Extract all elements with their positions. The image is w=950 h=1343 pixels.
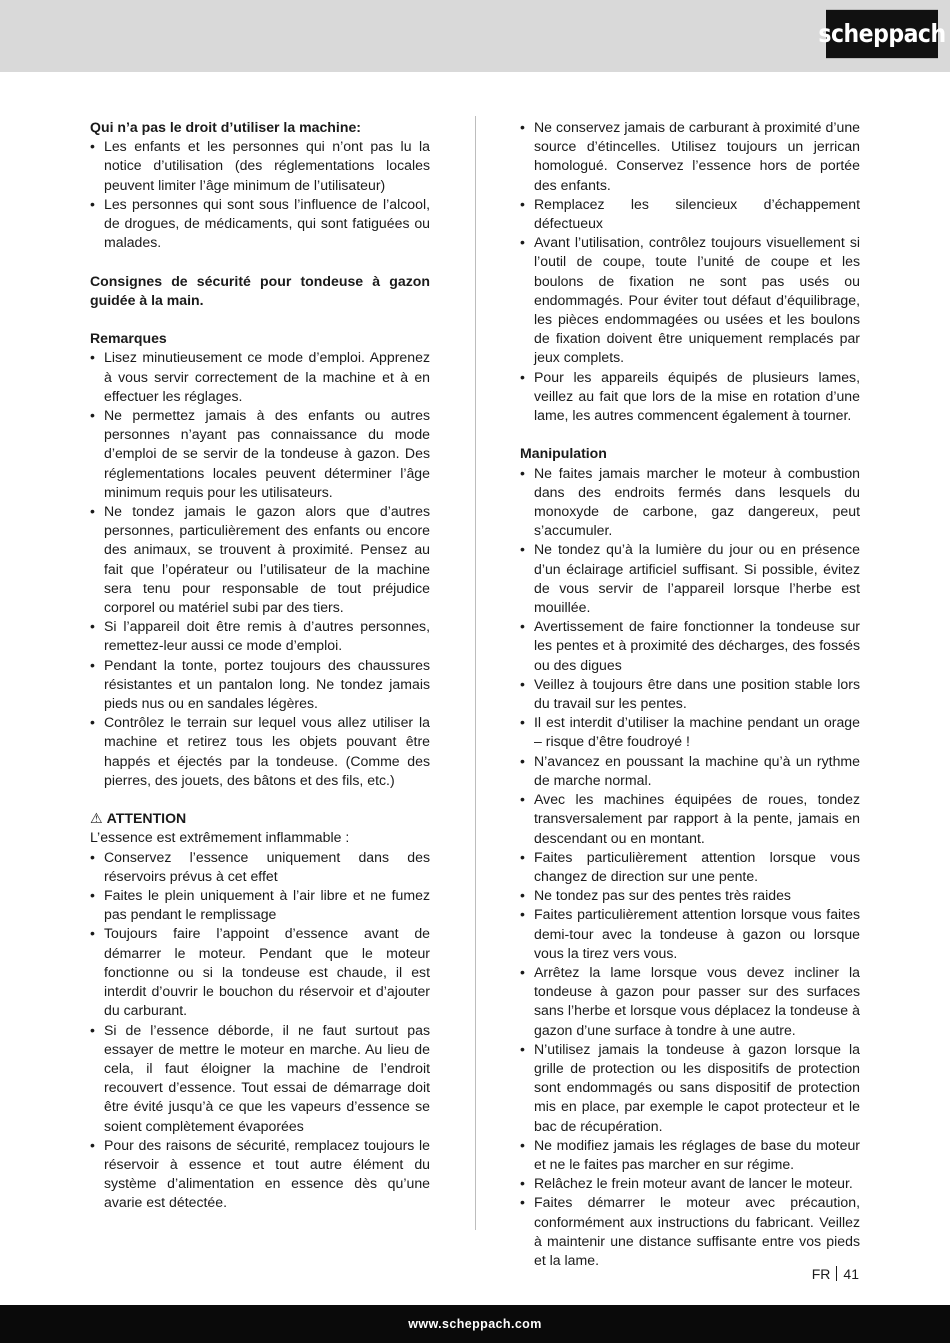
footer-bar (0, 1305, 950, 1343)
list-item: • Si l’appareil doit être remis à d’autres personnes, remettez-leur aussi ce mode d’emploi. (90, 617, 430, 655)
list-handling (520, 464, 860, 1271)
brand-logo: scheppach (826, 10, 938, 58)
list-item: • Pour des raisons de sécurité, remplacez toujours le réservoir à essence et tout autre élément du système d’alimentation en essence dès qu’une avarie est détectée. (90, 1136, 430, 1213)
list-item: • Toujours faire l’appoint d’essence avant de démarrer le moteur. Pendant que le moteur fonctionne ou si la tondeuse est chaude, il est interdit d’ouvrir le bouchon du réservoir et d’ajouter du carburant. (90, 924, 430, 1020)
section-title-who-may-not-use: Qui n’a pas le droit d’utiliser la machine: (90, 119, 361, 135)
header-bar (0, 0, 950, 72)
list-item: • Relâchez le frein moteur avant de lancer le moteur. (520, 1174, 860, 1193)
list-item: • Contrôlez le terrain sur lequel vous allez utiliser la machine et retirez tous les objets pouvant être happés et éjectés par la tondeuse. (Comme des pierres, des jouets, des bâtons et des fils, etc.) (90, 713, 430, 790)
website-url: www.scheppach.com (408, 1317, 542, 1331)
list-item: • Ne permettez jamais à des enfants ou autres personnes n’ayant pas connaissance du mode d’emploi de se servir de la tondeuse à gazon. Des réglementations locales peuvent déterminer l’âge minimum requis pour les utilisateurs. (90, 406, 430, 502)
list-item: • Il est interdit d’utiliser la machine pendant un orage – risque d’être foudroyé ! (520, 713, 860, 751)
list-item: • N’utilisez jamais la tondeuse à gazon lorsque la grille de protection ou les dispositifs de protection sont endommagés ou sans dispositif de protection mis en place, par exemple le capot protecteur et le bac de récupération. (520, 1040, 860, 1136)
column-divider (475, 116, 476, 1230)
page-number-value: 41 (843, 1266, 859, 1282)
list-item: • Les personnes qui sont sous l’influence de l’alcool, de drogues, de médicaments, qui sont fatiguées ou malades. (90, 195, 430, 253)
list-item: • Ne faites jamais marcher le moteur à combustion dans des endroits fermés dans lesquels du monoxyde de carbone, gaz dangereux, peut s’accumuler. (520, 464, 860, 541)
list-item: • Faites démarrer le moteur avec précaution, conformément aux instructions du fabricant. Veillez à maintenir une distance suffisante entre vos pieds et la lame. (520, 1193, 860, 1270)
list-item: • Pour les appareils équipés de plusieurs lames, veillez au fait que lors de la mise en rotation d’une lame, les autres commencent également à tourner. (520, 368, 860, 426)
list-item: • Ne modifiez jamais les réglages de base du moteur et ne le faites pas marcher en sur régime. (520, 1136, 860, 1174)
section-title-safety-instructions: Consignes de sécurité pour tondeuse à gazon guidée à la main. (90, 272, 430, 308)
list-item: • Avertissement de faire fonctionner la tondeuse sur les pentes et à proximité des décharges, des fossés ou des digues (520, 617, 860, 675)
list-item: • Ne tondez pas sur des pentes très raides (520, 886, 860, 905)
list-item: • Pendant la tonte, portez toujours des chaussures résistantes et un pantalon long. Ne tondez jamais pieds nus ou en sandales légères. (90, 656, 430, 714)
list-item: • N’avancez en poussant la machine qu’à un rythme de marche normal. (520, 752, 860, 790)
list-item: • Ne tondez jamais le gazon alors que d’autres personnes, particulièrement des enfants ou encore des animaux, se trouvent à proximité. Pensez au fait que l’opérateur ou l’utilisateur de la machine sera tenu pour responsable de tout préjudice corporel ou matériel subi par des tiers. (90, 502, 430, 617)
list-item: • Avec les machines équipées de roues, tondez transversalement par rapport à la pente, jamais en descendant ou en montant. (520, 790, 860, 848)
section-title-handling: Manipulation (520, 445, 607, 462)
list-item: • Si de l’essence déborde, il ne faut surtout pas essayer de mettre le moteur en marche. Au lieu de cela, il faut éloigner la machine de l’endroit recouvert d’essence. Tout essai de démarrage doit être évité jusqu’à ce que les vapeurs d’essence se soient complètement évaporées (90, 1021, 430, 1136)
language-code: FR (811, 1266, 831, 1282)
list-item: • Veillez à toujours être dans une position stable lors du travail sur les pentes. (520, 675, 860, 713)
left-column (90, 118, 430, 1213)
list-item: • Les enfants et les personnes qui n’ont pas lu la notice d’utilisation (des réglementations locales peuvent limiter l’âge minimum de l’utilisateur) (90, 137, 430, 195)
warning-triangle-icon: ⚠ (90, 810, 103, 827)
list-item: • Conservez l’essence uniquement dans des réservoirs prévus à cet effet (90, 848, 430, 886)
page-number (812, 1265, 859, 1283)
right-column (520, 118, 860, 1270)
page-number-separator (836, 1266, 837, 1281)
attention-label: ATTENTION (106, 810, 187, 827)
list-item: • Lisez minutieusement ce mode d’emploi. Apprenez à vous servir correctement de la machine et à en effectuer les réglages. (90, 348, 430, 406)
list-item: • Faites particulièrement attention lorsque vous faites demi-tour avec la tondeuse à gazon ou lorsque vous la tirez vers vous. (520, 905, 860, 963)
section-title-attention (90, 809, 430, 828)
list-item: • Arrêtez la lame lorsque vous devez incliner la tondeuse à gazon pour passer sur des surfaces sans l’herbe et lorsque vous déplacez la tondeuse à gazon d’une surface à tondre à une autre. (520, 963, 860, 1040)
list-item: • Ne conservez jamais de carburant à proximité d’une source d’étincelles. Utilisez toujours un jerrican homologué. Conservez l’essence hors de portée des enfants. (520, 118, 860, 195)
attention-intro: L’essence est extrêmement inflammable : (90, 829, 350, 846)
list-who-may-not-use (90, 137, 430, 252)
list-remarks (90, 348, 430, 790)
list-fuel-safety (90, 848, 430, 1213)
list-item: • Remplacez les silencieux d’échappement défectueux (520, 195, 860, 233)
list-fuel-safety-continued (520, 118, 860, 425)
list-item: • Avant l’utilisation, contrôlez toujours visuellement si l’outil de coupe, toute l’unité de coupe et les boulons de fixation ne sont pas usés ou endommagés. Pour éviter tout défaut d’équilibrage, les pièces endommagées ou usées et les boulons de fixation doivent être uniquement remplacés par jeux complets. (520, 233, 860, 367)
list-item: • Faites le plein uniquement à l’air libre et ne fumez pas pendant le remplissage (90, 886, 430, 924)
section-title-remarks: Remarques (90, 330, 167, 347)
list-item: • Ne tondez qu’à la lumière du jour ou en présence d’un éclairage artificiel suffisant. Si possible, évitez de vous servir de l’appareil lorsque l’herbe est mouillée. (520, 540, 860, 617)
list-item: • Faites particulièrement attention lorsque vous changez de direction sur une pente. (520, 848, 860, 886)
